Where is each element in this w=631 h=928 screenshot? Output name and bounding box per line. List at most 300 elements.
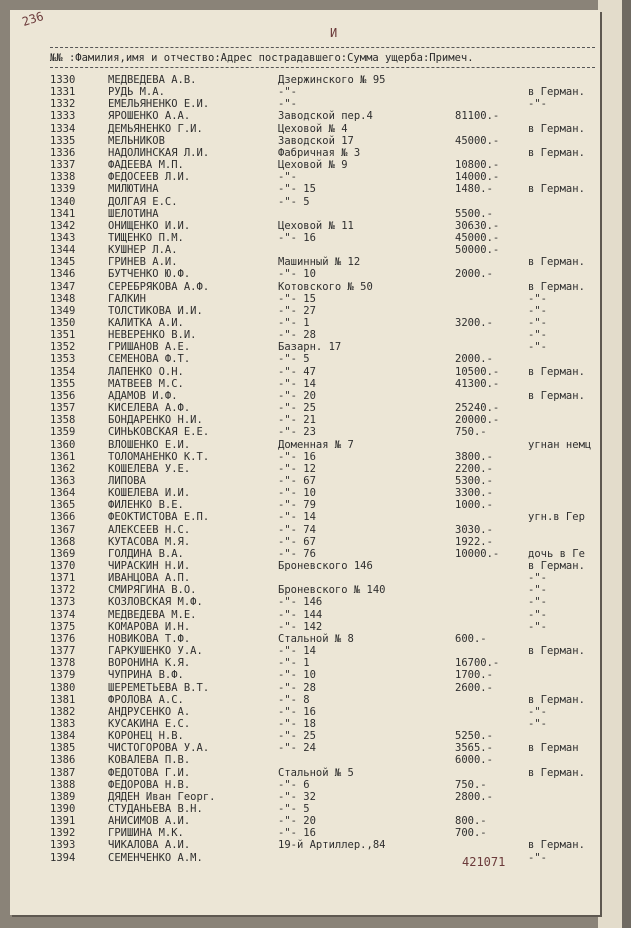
row-number: 1371 [50, 572, 76, 585]
person-name: ОНИЩЕНКО И.И. [108, 219, 191, 232]
remark: в Герман. [528, 389, 585, 402]
top-mark: И [330, 26, 338, 40]
row-number: 1373 [50, 596, 76, 609]
row-number: 1331 [50, 86, 76, 99]
remark: -"- [528, 341, 547, 354]
table-row [0, 815, 631, 827]
table-row [0, 439, 631, 451]
person-name: КУТАСОВА М.Я. [108, 535, 191, 548]
address: Броневского 146 [278, 560, 373, 572]
address: Котовского № 50 [278, 280, 373, 293]
address: -"- 14 [278, 645, 316, 658]
address: -"- 76 [278, 547, 316, 560]
table-row [0, 98, 631, 110]
table-row [0, 609, 631, 621]
table-row [0, 791, 631, 803]
damage-sum: 10500.- [455, 365, 500, 378]
remark: -"- [528, 98, 547, 111]
row-number: 1349 [50, 304, 76, 317]
address: Заводской 17 [278, 134, 354, 147]
person-name: ФЕДОРОВА Н.В. [108, 778, 191, 791]
address: Заводской пер.4 [278, 110, 373, 123]
person-name: ТИЩЕНКО П.М. [108, 231, 184, 244]
table-row [0, 281, 631, 293]
table-row [0, 827, 631, 839]
person-name: КОШЕЛЕВА У.Е. [108, 462, 191, 475]
row-number: 1379 [50, 669, 76, 682]
person-name: АДАМОВ И.Ф. [108, 389, 178, 402]
row-number: 1381 [50, 693, 76, 706]
person-name: БОНДАРЕНКО Н.И. [108, 414, 203, 427]
damage-sum: 25240.- [455, 402, 500, 415]
table-row [0, 706, 631, 718]
person-name: КОВАЛЕВА П.В. [108, 754, 191, 767]
person-name: ШЕРЕМЕТЬЕВА В.Т. [108, 681, 210, 694]
address: Цеховой № 9 [278, 159, 348, 172]
person-name: ШЕЛОТИНА [108, 207, 159, 220]
table-row [0, 171, 631, 183]
remark: -"- [528, 584, 547, 597]
row-number: 1353 [50, 353, 76, 366]
address: -"- 15 [278, 292, 316, 305]
row-number: 1336 [50, 146, 76, 159]
address: -"- 1 [278, 657, 310, 670]
row-number: 1333 [50, 110, 76, 123]
table-row [0, 657, 631, 669]
table-row [0, 839, 631, 851]
address: -"- 20 [278, 815, 316, 828]
address: -"- 16 [278, 705, 316, 718]
person-name: МИЛЮТИНА [108, 183, 159, 196]
table-row [0, 463, 631, 475]
remark: -"- [528, 317, 547, 329]
person-name: АНДРУСЕНКО А. [108, 705, 191, 718]
table-row [0, 767, 631, 779]
table-row [0, 621, 631, 633]
row-number: 1382 [50, 705, 76, 718]
row-number: 1359 [50, 426, 76, 439]
damage-sum: 45000.- [455, 134, 500, 147]
person-name: ЯРОШЕНКО А.А. [108, 110, 191, 123]
row-number: 1358 [50, 414, 76, 427]
damage-sum: 600.- [455, 632, 487, 645]
person-name: ЕМЕЛЬЯНЕНКО Е.И. [108, 98, 210, 111]
table-row [0, 196, 631, 208]
person-name: СМИРЯГИНА В.О. [108, 584, 197, 597]
person-name: ФЕДОСЕЕВ Л.И. [108, 171, 191, 184]
address: -"- 25 [278, 730, 316, 743]
row-number: 1384 [50, 730, 76, 743]
damage-sum: 700.- [455, 827, 487, 840]
table-row [0, 74, 631, 86]
row-number: 1356 [50, 389, 76, 402]
table-row [0, 183, 631, 195]
table-row [0, 511, 631, 523]
person-name: МЕЛЬНИКОВ [108, 134, 165, 147]
table-row [0, 256, 631, 268]
person-name: ИВАНЦОВА А.П. [108, 572, 191, 585]
address: Цеховой № 11 [278, 219, 354, 232]
remark: в Герман. [528, 256, 585, 269]
table-row [0, 390, 631, 402]
remark: в Герман. [528, 280, 585, 293]
address: 19-й Артиллер.,84 [278, 839, 386, 852]
table-row [0, 645, 631, 657]
person-name: ЧИРАСКИН Н.И. [108, 560, 191, 572]
damage-sum: 5300.- [455, 474, 493, 487]
person-name: НАДОЛИНСКАЯ Л.И. [108, 146, 210, 159]
remark: -"- [528, 292, 547, 305]
person-name: ГАЛКИН [108, 292, 146, 305]
remark: -"- [528, 608, 547, 621]
row-number: 1393 [50, 839, 76, 852]
address: -"- 15 [278, 183, 316, 196]
address: Базарн. 17 [278, 341, 342, 354]
row-number: 1348 [50, 292, 76, 305]
row-number: 1339 [50, 183, 76, 196]
person-name: КОЗЛОВСКАЯ М.Ф. [108, 596, 203, 609]
person-name: ФЕДОТОВА Г.И. [108, 766, 191, 779]
row-number: 1360 [50, 438, 76, 451]
damage-sum: 3030.- [455, 523, 493, 536]
address: -"- 24 [278, 742, 316, 755]
person-name: ЧИКАЛОВА А.И. [108, 839, 191, 852]
person-name: ДЕМЬЯНЕНКО Г.И. [108, 122, 203, 135]
remark: -"- [528, 717, 547, 730]
table-row [0, 353, 631, 365]
damage-sum: 6000.- [455, 754, 493, 767]
damage-sum: 45000.- [455, 231, 500, 244]
damage-sum: 1922.- [455, 535, 493, 548]
address: -"- 5 [278, 353, 310, 366]
person-name: ФЕОКТИСТОВА Е.П. [108, 511, 210, 524]
address: -"- 23 [278, 426, 316, 439]
table-row [0, 426, 631, 438]
table-row [0, 548, 631, 560]
row-number: 1387 [50, 766, 76, 779]
person-name: АЛЕКСЕЕВ Н.С. [108, 523, 191, 536]
address: Дзержинского № 95 [278, 74, 386, 86]
table-header: №№ :Фамилия,имя и отчество:Адрес пострадавшего:Сумма ущерба:Примеч. [50, 52, 474, 64]
damage-sum: 1480.- [455, 183, 493, 196]
row-number: 1345 [50, 256, 76, 269]
row-number: 1357 [50, 402, 76, 415]
address: -"- 74 [278, 523, 316, 536]
person-name: СИНЬКОВСКАЯ Е.Е. [108, 426, 210, 439]
person-name: ТОЛСТИКОВА И.И. [108, 304, 203, 317]
address: -"- 12 [278, 462, 316, 475]
damage-sum: 750.- [455, 426, 487, 439]
row-number: 1361 [50, 450, 76, 463]
remark: дочь в Ге [528, 547, 585, 560]
person-name: АНИСИМОВ А.И. [108, 815, 191, 828]
person-name: МЕДВЕДЕВА М.Е. [108, 608, 197, 621]
row-number: 1351 [50, 329, 76, 342]
table-row [0, 718, 631, 730]
address: -"- 10 [278, 487, 316, 500]
address: Машинный № 12 [278, 256, 361, 269]
address: -"- 6 [278, 778, 310, 791]
person-name: ВОРОНИНА К.Я. [108, 657, 191, 670]
address: -"- 16 [278, 827, 316, 840]
damage-sum: 2200.- [455, 462, 493, 475]
row-number: 1347 [50, 280, 76, 293]
row-number: 1362 [50, 462, 76, 475]
address: -"- [278, 98, 297, 111]
person-name: ВЛОШЕНКО Е.И. [108, 438, 191, 451]
header-rule-top [50, 47, 595, 48]
row-number: 1365 [50, 499, 76, 512]
address: Стальной № 5 [278, 766, 354, 779]
row-number: 1344 [50, 244, 76, 257]
row-number: 1380 [50, 681, 76, 694]
row-number: 1376 [50, 632, 76, 645]
address: -"- 67 [278, 535, 316, 548]
damage-sum: 3300.- [455, 487, 493, 500]
row-number: 1374 [50, 608, 76, 621]
address: -"- 21 [278, 414, 316, 427]
address: -"- 16 [278, 231, 316, 244]
table-row [0, 123, 631, 135]
address: -"- 28 [278, 329, 316, 342]
row-number: 1346 [50, 268, 76, 281]
table-row [0, 499, 631, 511]
remark: -"- [528, 705, 547, 718]
damage-sum: 81100.- [455, 110, 500, 123]
row-number: 1389 [50, 790, 76, 803]
address: -"- 25 [278, 402, 316, 415]
damage-sum: 1000.- [455, 499, 493, 512]
damage-sum: 3565.- [455, 742, 493, 755]
damage-sum: 800.- [455, 815, 487, 828]
person-name: ДЯДЕН Иван Георг. [108, 790, 216, 803]
damage-sum: 2000.- [455, 353, 493, 366]
row-number: 1375 [50, 620, 76, 633]
table-row [0, 305, 631, 317]
folio-number: 236 [20, 8, 46, 30]
person-name: НЕВЕРЕНКО В.И. [108, 329, 197, 342]
damage-sum: 5250.- [455, 730, 493, 743]
remark: -"- [528, 596, 547, 609]
damage-sum: 20000.- [455, 414, 500, 427]
address: -"- 142 [278, 620, 323, 633]
person-name: НОВИКОВА Т.Ф. [108, 632, 191, 645]
remark: в Герман. [528, 693, 585, 706]
damage-sum: 3200.- [455, 317, 493, 329]
table-row [0, 524, 631, 536]
table-row [0, 232, 631, 244]
row-number: 1388 [50, 778, 76, 791]
person-name: ЧИСТОГОРОВА У.А. [108, 742, 210, 755]
row-number: 1370 [50, 560, 76, 572]
address: -"- 5 [278, 803, 310, 815]
damage-sum: 3800.- [455, 450, 493, 463]
header-rule-bottom [50, 67, 595, 68]
remark: -"- [528, 304, 547, 317]
remark: в Герман. [528, 560, 585, 572]
ink-total: 421071 [462, 855, 506, 869]
person-name: ФАДЕЕВА М.П. [108, 159, 184, 172]
address: -"- 67 [278, 474, 316, 487]
person-name: ЛИПОВА [108, 474, 146, 487]
address: -"- [278, 171, 297, 184]
row-number: 1334 [50, 122, 76, 135]
damage-sum: 2000.- [455, 268, 493, 281]
table-row [0, 159, 631, 171]
person-name: ЧУПРИНА В.Ф. [108, 669, 184, 682]
table-row [0, 669, 631, 681]
damage-sum: 2600.- [455, 681, 493, 694]
row-number: 1392 [50, 827, 76, 840]
row-number: 1354 [50, 365, 76, 378]
person-name: ТОЛОМАНЕНКО К.Т. [108, 450, 210, 463]
table-row [0, 329, 631, 341]
row-number: 1369 [50, 547, 76, 560]
address: -"- 146 [278, 596, 323, 609]
person-name: ГАРКУШЕНКО У.А. [108, 645, 203, 658]
row-number: 1367 [50, 523, 76, 536]
remark: в Герман. [528, 86, 585, 99]
table-row [0, 86, 631, 98]
remark: в Герман. [528, 183, 585, 196]
person-name: СТУДАНЬЕВА В.Н. [108, 803, 203, 815]
row-number: 1352 [50, 341, 76, 354]
table-row [0, 803, 631, 815]
person-name: РУДЬ М.А. [108, 86, 165, 99]
row-number: 1372 [50, 584, 76, 597]
remark: угн.в Гер [528, 511, 585, 524]
table-row [0, 341, 631, 353]
row-number: 1350 [50, 317, 76, 329]
table-row [0, 293, 631, 305]
row-number: 1335 [50, 134, 76, 147]
row-number: 1341 [50, 207, 76, 220]
table-row [0, 208, 631, 220]
remark: -"- [528, 851, 547, 864]
address: -"- 20 [278, 389, 316, 402]
damage-sum: 10800.- [455, 159, 500, 172]
remark: угнан немц [528, 438, 592, 451]
person-name: БУТЧЕНКО Ю.Ф. [108, 268, 191, 281]
table-row [0, 572, 631, 584]
damage-sum: 2800.- [455, 790, 493, 803]
table-row [0, 584, 631, 596]
damage-sum: 50000.- [455, 244, 500, 257]
person-name: ГОЛДИНА В.А. [108, 547, 184, 560]
table-row [0, 742, 631, 754]
row-number: 1394 [50, 851, 76, 864]
address: -"- [278, 86, 297, 99]
remark: в Герман. [528, 645, 585, 658]
row-number: 1330 [50, 74, 76, 86]
remark: в Герман. [528, 122, 585, 135]
remark: -"- [528, 620, 547, 633]
row-number: 1343 [50, 231, 76, 244]
address: -"- 27 [278, 304, 316, 317]
remark: -"- [528, 329, 547, 342]
address: -"- 1 [278, 317, 310, 329]
person-name: КАЛИТКА А.И. [108, 317, 184, 329]
table-row [0, 633, 631, 645]
person-name: КУШНЕР Л.А. [108, 244, 178, 257]
table-row [0, 147, 631, 159]
table-row [0, 596, 631, 608]
row-number: 1355 [50, 377, 76, 390]
address: Броневского № 140 [278, 584, 386, 597]
damage-sum: 16700.- [455, 657, 500, 670]
damage-sum: 10000.- [455, 547, 500, 560]
damage-sum: 5500.- [455, 207, 493, 220]
row-number: 1386 [50, 754, 76, 767]
row-number: 1368 [50, 535, 76, 548]
table-row [0, 852, 631, 864]
table-row [0, 135, 631, 147]
damage-sum: 750.- [455, 778, 487, 791]
table-row [0, 536, 631, 548]
address: -"- 144 [278, 608, 323, 621]
address: -"- 28 [278, 681, 316, 694]
address: -"- 16 [278, 450, 316, 463]
table-row [0, 317, 631, 329]
row-number: 1391 [50, 815, 76, 828]
remark: в Герман. [528, 365, 585, 378]
person-name: КОШЕЛЕВА И.И. [108, 487, 191, 500]
row-number: 1364 [50, 487, 76, 500]
row-number: 1366 [50, 511, 76, 524]
row-number: 1378 [50, 657, 76, 670]
row-number: 1332 [50, 98, 76, 111]
person-name: ГРИШАНОВ А.Е. [108, 341, 191, 354]
person-name: ФРОЛОВА А.С. [108, 693, 184, 706]
row-number: 1390 [50, 803, 76, 815]
address: Фабричная № 3 [278, 146, 361, 159]
address: -"- 14 [278, 377, 316, 390]
person-name: СЕМЕНОВА Ф.Т. [108, 353, 191, 366]
address: Доменная № 7 [278, 438, 354, 451]
remark: -"- [528, 572, 547, 585]
table-row [0, 779, 631, 791]
address: Стальной № 8 [278, 632, 354, 645]
table-row [0, 366, 631, 378]
row-number: 1385 [50, 742, 76, 755]
person-name: КОМАРОВА И.Н. [108, 620, 191, 633]
table-row [0, 475, 631, 487]
person-name: ГРИНЕВ А.И. [108, 256, 178, 269]
table-row [0, 694, 631, 706]
damage-sum: 1700.- [455, 669, 493, 682]
person-name: ЛАПЕНКО О.Н. [108, 365, 184, 378]
remark: в Герман. [528, 146, 585, 159]
table-row [0, 414, 631, 426]
row-number: 1340 [50, 195, 76, 208]
table-row [0, 730, 631, 742]
damage-sum: 30630.- [455, 219, 500, 232]
address: -"- 14 [278, 511, 316, 524]
person-name: ДОЛГАЯ Е.С. [108, 195, 178, 208]
table-row [0, 220, 631, 232]
address: -"- 32 [278, 790, 316, 803]
row-number: 1342 [50, 219, 76, 232]
person-name: ФИЛЕНКО В.Е. [108, 499, 184, 512]
row-number: 1377 [50, 645, 76, 658]
row-number: 1363 [50, 474, 76, 487]
person-name: СЕМЕНЧЕНКО А.М. [108, 851, 203, 864]
table-row [0, 754, 631, 766]
remark: в Герман. [528, 766, 585, 779]
damage-sum: 41300.- [455, 377, 500, 390]
person-name: МАТВЕЕВ М.С. [108, 377, 184, 390]
address: -"- 10 [278, 268, 316, 281]
